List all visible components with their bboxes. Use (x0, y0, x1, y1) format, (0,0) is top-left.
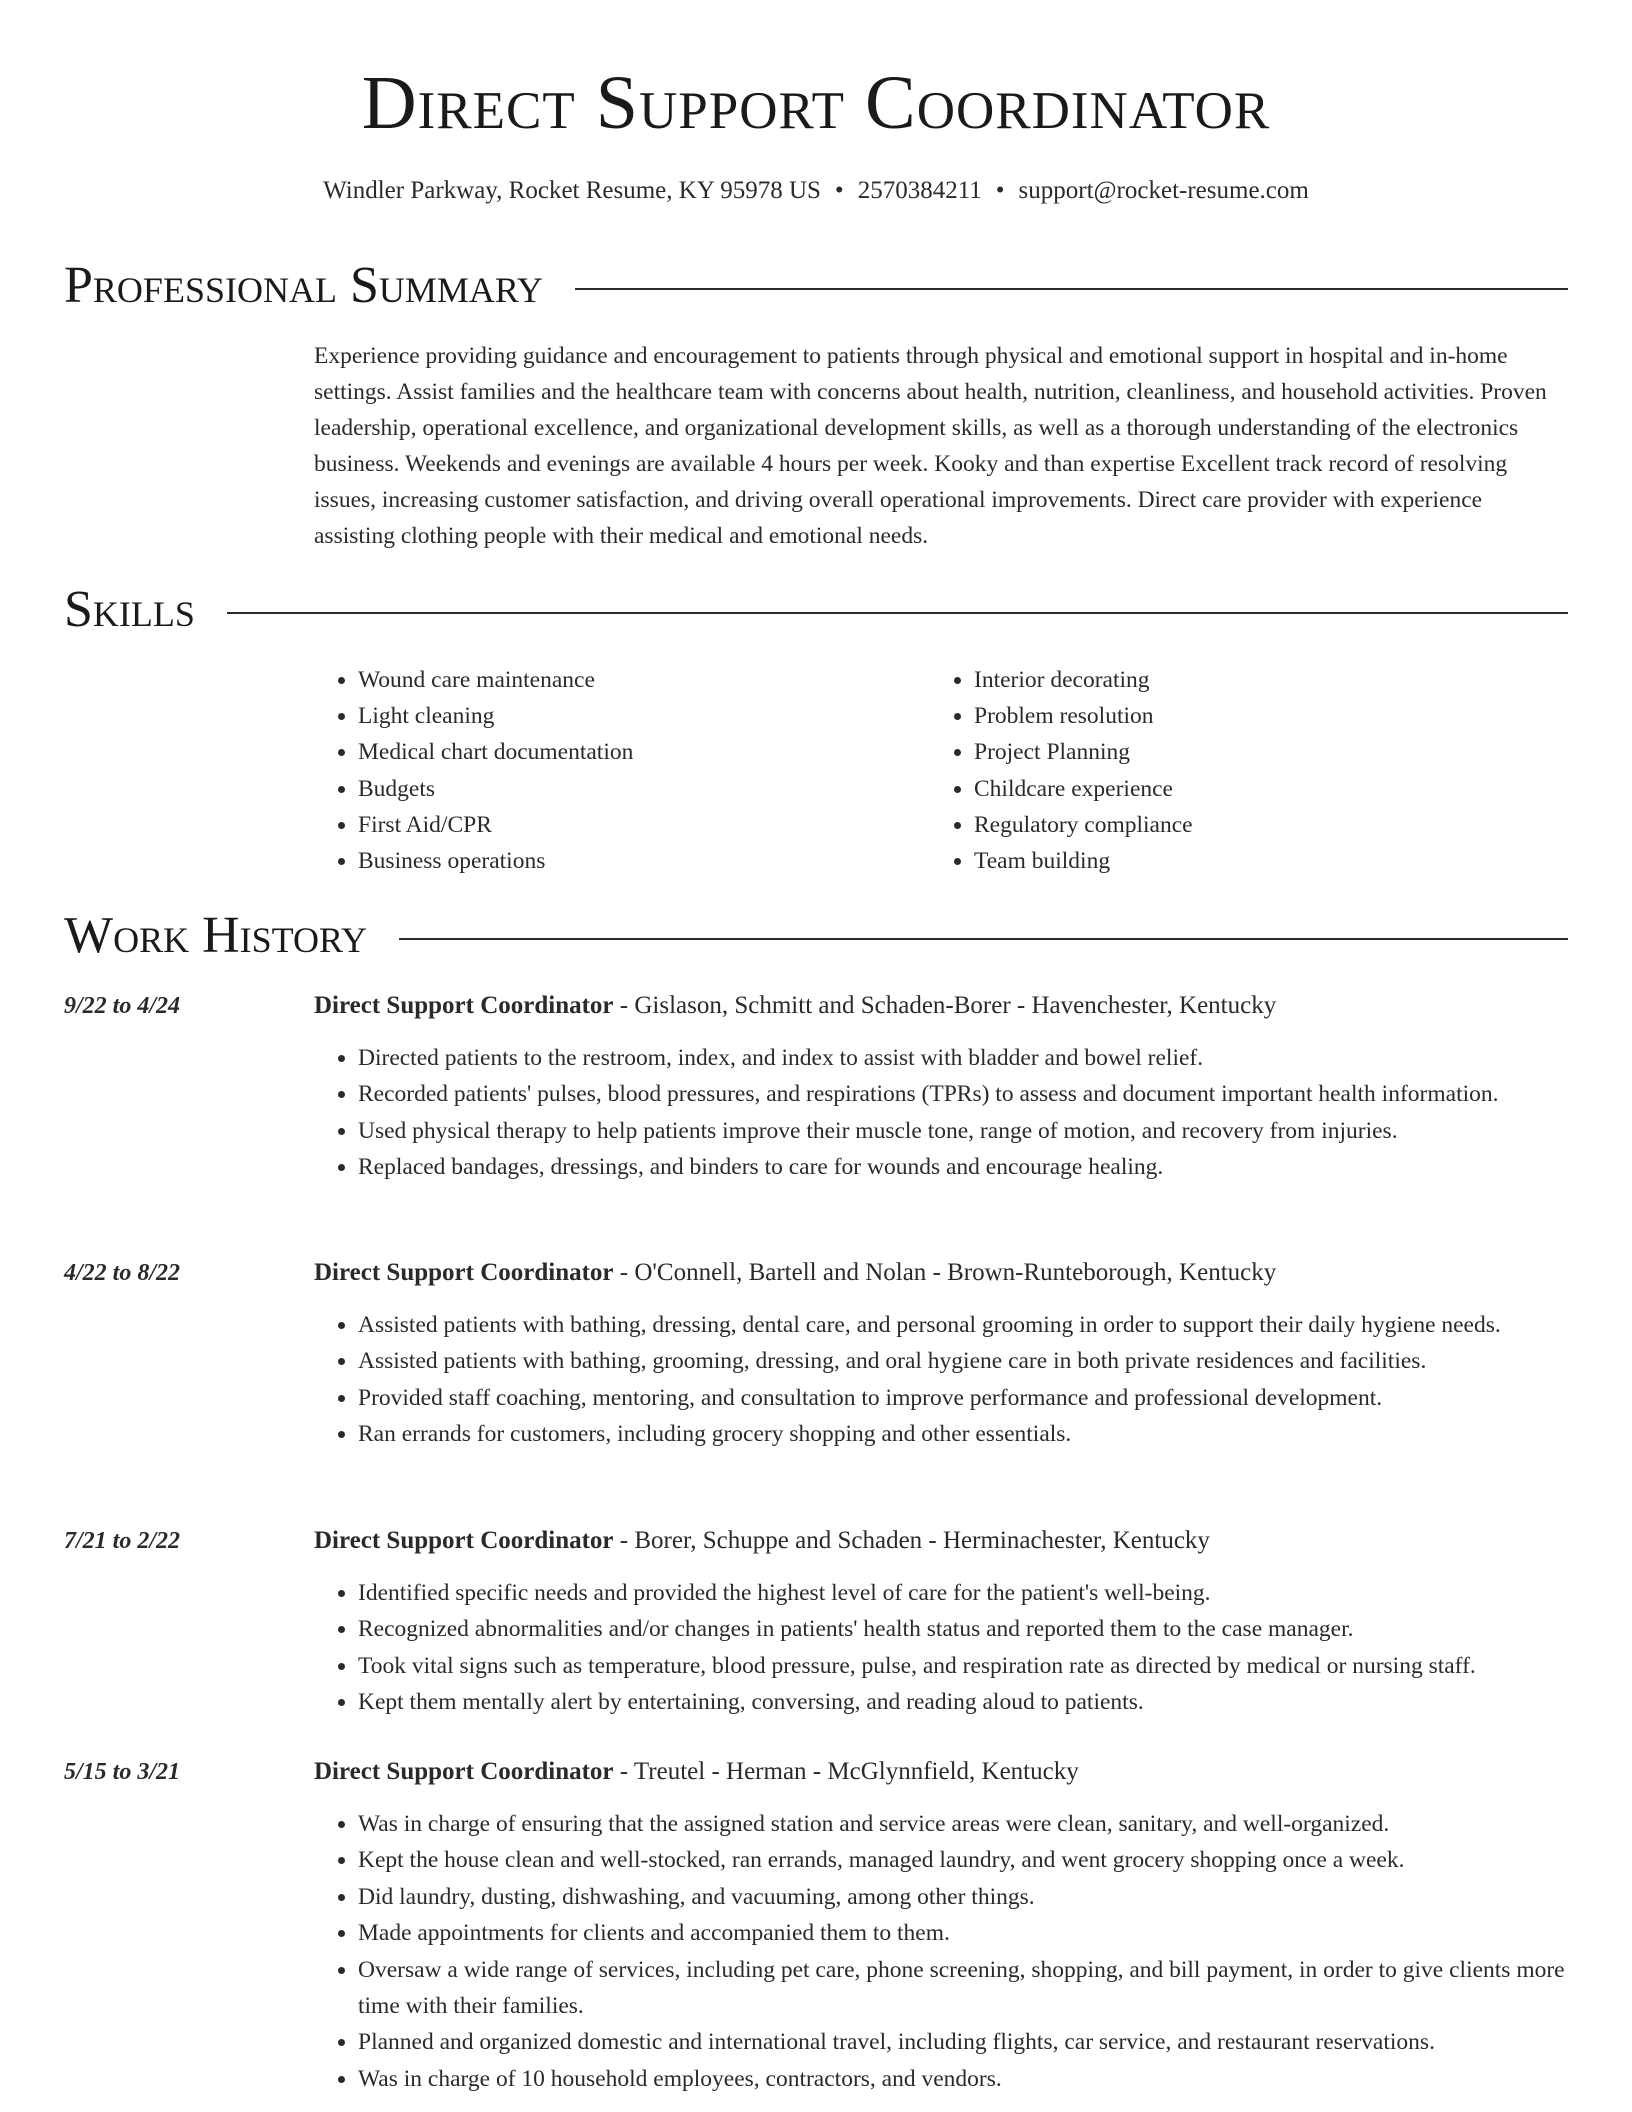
job-employer-location: - Borer, Schuppe and Schaden - Herminachester, Kentucky (613, 1527, 1210, 1554)
job-bullet: • Replaced bandages, dressings, and binders to care for wounds and encourage healing. (358, 1149, 1568, 1185)
contact-phone: 2570384211 (857, 177, 982, 204)
skill-item: • Regulatory compliance (974, 807, 1574, 843)
work-section-title: Work History (64, 907, 368, 964)
job-role: Direct Support Coordinator (314, 1527, 614, 1554)
resume-name: Direct Support Coordinator (361, 61, 1271, 145)
work-section-header (64, 904, 1568, 968)
skill-item: • Team building (974, 843, 1574, 879)
job-bullet: • Kept them mentally alert by entertaining, conversing, and reading aloud to patients. (358, 1684, 1568, 1720)
job-bullet: • Planned and organized domestic and international travel, including flights, car service, and restaurant reservations. (358, 2024, 1568, 2060)
job-bullet: • Assisted patients with bathing, grooming, dressing, and oral hygiene care in both private residences and facilities. (358, 1343, 1568, 1379)
skills-list-right (930, 662, 1574, 879)
job-dates: 7/21 to 2/22 (64, 1528, 181, 1554)
skill-item: • Wound care maintenance (358, 662, 918, 698)
job-employer-location: - Gislason, Schmitt and Schaden-Borer - Havenchester, Kentucky (613, 992, 1277, 1019)
job-bullet: • Oversaw a wide range of services, including pet care, phone screening, shopping, and bill payment, in order to give clients more time with their families. (358, 1952, 1568, 2025)
job-heading (314, 1754, 1568, 1790)
skills-section-header (64, 578, 1568, 642)
contact-line (0, 176, 1632, 206)
job-dates: 9/22 to 4/24 (64, 993, 181, 1019)
summary-text: Experience providing guidance and encouragement to patients through physical and emotional support in hospital and in-home settings. Assist families and the healthcare team with concerns about health, nutrition, cleanliness, and household activities. Proven leadership, operational excellence, and organizational development skills, as well as a thorough understanding of the electronics business. Weekends and evenings are available 4 hours per week. Kooky and than expertise Excellent track record of resolving issues, increasing customer satisfaction, and driving overall operational improvements. Direct care provider with experience assisting clothing people with their medical and emotional needs. (314, 343, 1547, 549)
job-bullet: • Used physical therapy to help patients improve their muscle tone, range of motion, and recovery from injuries. (358, 1113, 1568, 1149)
job-heading (314, 1255, 1568, 1291)
section-divider (399, 938, 1568, 940)
skill-item: • Interior decorating (974, 662, 1574, 698)
job-heading (314, 988, 1568, 1024)
job-dates: 5/15 to 3/21 (64, 1759, 181, 1785)
contact-separator: • (834, 177, 844, 204)
job-bullet: • Made appointments for clients and accompanied them to them. (358, 1915, 1568, 1951)
job-dates: 4/22 to 8/22 (64, 1260, 181, 1286)
skill-item: • Medical chart documentation (358, 734, 918, 770)
summary-section-header (64, 254, 1568, 318)
skill-item: • Business operations (358, 843, 918, 879)
section-divider (227, 612, 1568, 614)
job-employer-location: - Treutel - Herman - McGlynnfield, Kentucky (613, 1758, 1079, 1785)
job-bullet: • Was in charge of 10 household employees, contractors, and vendors. (358, 2061, 1568, 2097)
skills-section-title: Skills (64, 581, 195, 638)
job-bullet: • Did laundry, dusting, dishwashing, and vacuuming, among other things. (358, 1879, 1568, 1915)
skill-item: • First Aid/CPR (358, 807, 918, 843)
job-heading (314, 1523, 1568, 1559)
job-bullet: • Recorded patients' pulses, blood pressures, and respirations (TPRs) to assess and document important health information. (358, 1076, 1568, 1112)
job-role: Direct Support Coordinator (314, 992, 614, 1019)
skill-item: • Light cleaning (358, 698, 918, 734)
job-bullet: • Was in charge of ensuring that the assigned station and service areas were clean, sanitary, and well-organized. (358, 1806, 1568, 1842)
job-bullet: • Recognized abnormalities and/or changes in patients' health status and reported them to the case manager. (358, 1611, 1568, 1647)
contact-separator: • (995, 177, 1005, 204)
job-bullet-list (314, 1307, 1568, 1453)
job-bullet: • Kept the house clean and well-stocked, ran errands, managed laundry, and went grocery shopping once a week. (358, 1842, 1568, 1878)
job-bullet: • Provided staff coaching, mentoring, and consultation to improve performance and professional development. (358, 1380, 1568, 1416)
section-divider (575, 288, 1568, 290)
skills-list-left (314, 662, 918, 879)
job-bullet-list (314, 1806, 1568, 2097)
job-employer-location: - O'Connell, Bartell and Nolan - Brown-Runteborough, Kentucky (613, 1259, 1277, 1286)
job-bullet: • Ran errands for customers, including grocery shopping and other essentials. (358, 1416, 1568, 1452)
job-bullet: • Identified specific needs and provided the highest level of care for the patient's well-being. (358, 1575, 1568, 1611)
job-role: Direct Support Coordinator (314, 1259, 614, 1286)
job-bullet: • Directed patients to the restroom, index, and index to assist with bladder and bowel relief. (358, 1040, 1568, 1076)
job-bullet: • Took vital signs such as temperature, blood pressure, pulse, and respiration rate as directed by medical or nursing staff. (358, 1648, 1568, 1684)
job-role: Direct Support Coordinator (314, 1758, 614, 1785)
contact-email: support@rocket-resume.com (1018, 177, 1309, 204)
contact-address: Windler Parkway, Rocket Resume, KY 95978 US (323, 177, 821, 204)
job-bullet: • Assisted patients with bathing, dressing, dental care, and personal grooming in order to support their daily hygiene needs. (358, 1307, 1568, 1343)
job-bullet-list (314, 1040, 1568, 1186)
skill-item: • Budgets (358, 771, 918, 807)
skill-item: • Childcare experience (974, 771, 1574, 807)
job-bullet-list (314, 1575, 1568, 1721)
skill-item: • Project Planning (974, 734, 1574, 770)
skill-item: • Problem resolution (974, 698, 1574, 734)
summary-section-title: Professional Summary (64, 257, 543, 314)
